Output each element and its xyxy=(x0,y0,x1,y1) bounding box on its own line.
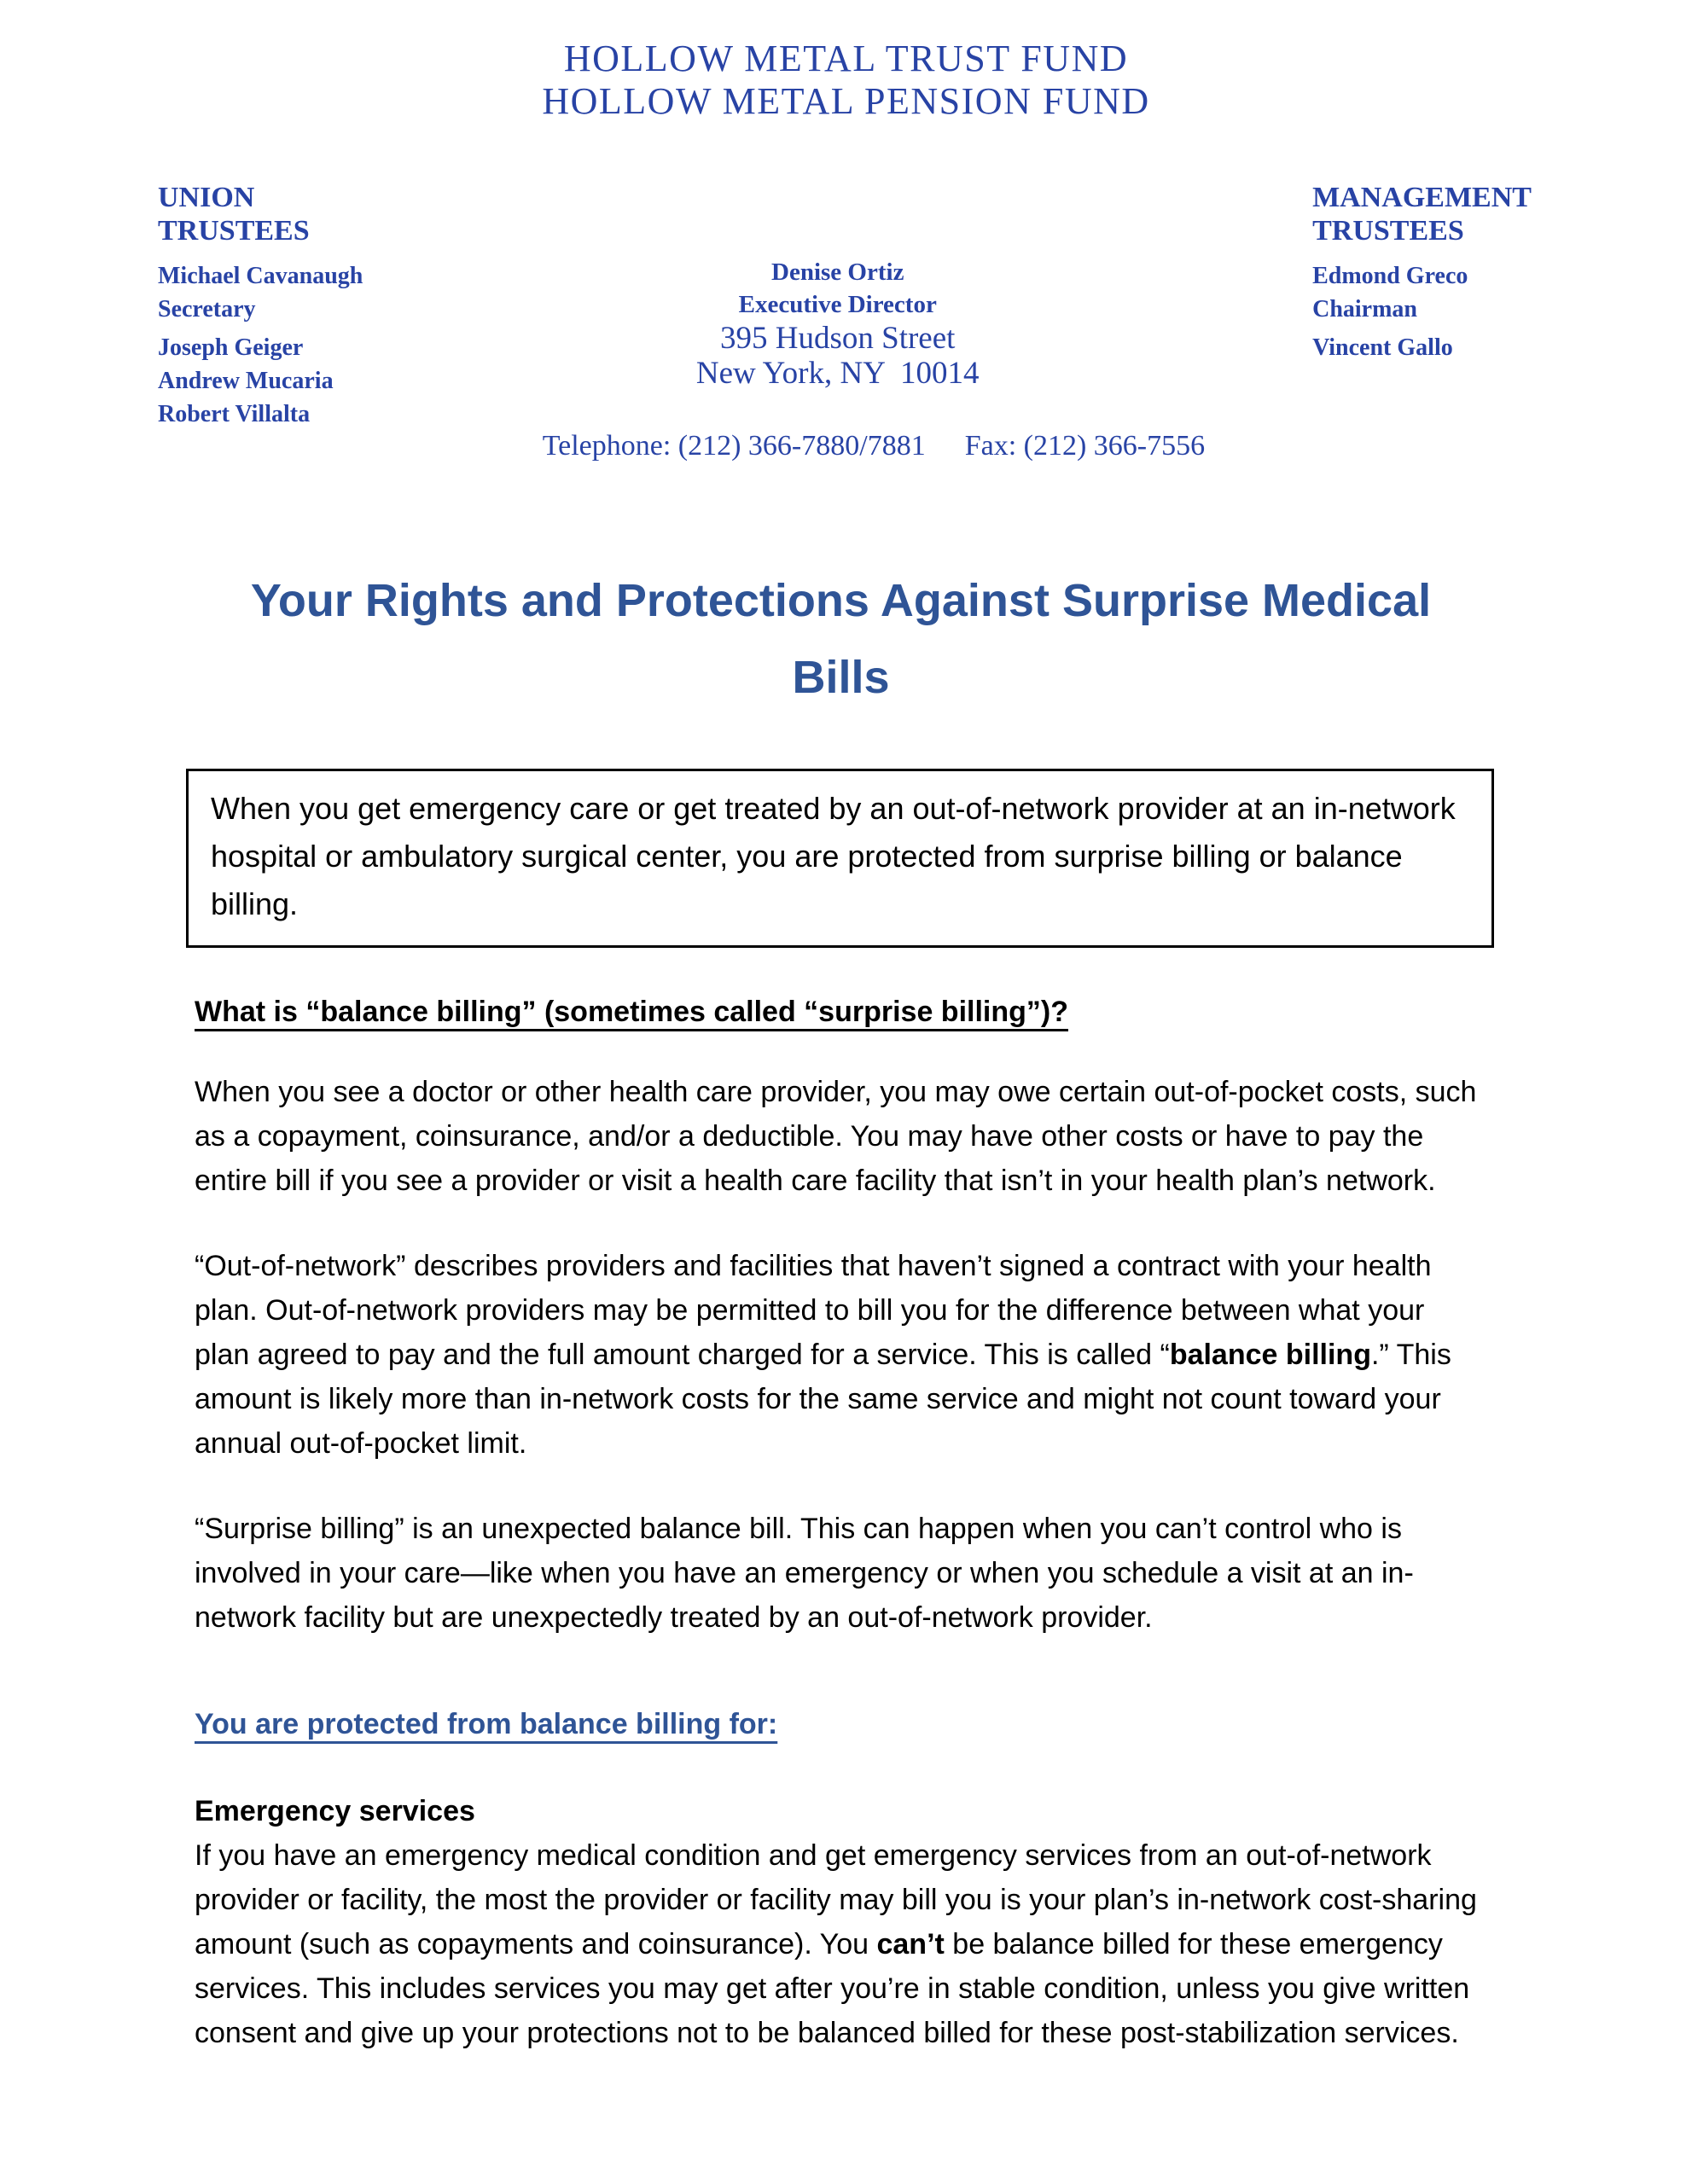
letterhead xyxy=(0,0,1692,497)
union-heading-line2: TRUSTEES xyxy=(158,215,310,247)
management-heading-line1: MANAGEMENT xyxy=(1312,182,1532,213)
letterhead-columns xyxy=(0,123,1692,497)
trustee-name: Robert Villalta xyxy=(158,401,311,427)
document-body xyxy=(0,562,1692,2055)
trustee-name: Edmond Greco xyxy=(1312,263,1468,289)
section-heading-balance-billing: What is “balance billing” (sometimes called “surprise billing”)? xyxy=(195,996,1068,1028)
fax-number: Fax: (212) 366-7556 xyxy=(964,430,1206,462)
fund-name-line1: HOLLOW METAL TRUST FUND xyxy=(563,38,1129,79)
fund-name-line2: HOLLOW METAL PENSION FUND xyxy=(542,80,1150,122)
executive-director-title: Executive Director xyxy=(738,291,937,318)
paragraph-out-of-pocket: When you see a doctor or other health care provider, you may owe certain out-of-pocket costs, such as a copayment, coinsurance, and/or a deductible. You may have other costs or have to pay the entire bill if you see a provider or visit a health care facility that isn’t in your health plan’s network. xyxy=(195,1076,1477,1197)
union-trustees-column xyxy=(158,181,363,431)
paragraph-surprise-billing: “Surprise billing” is an unexpected balance bill. This can happen when you can’t control who is involved in your care—like when you have an emergency or when you schedule a visit at an in-network facility but are unexpectedly treated by an out-of-network provider. xyxy=(195,1513,1414,1634)
trustee-title: Chairman xyxy=(1312,296,1417,322)
management-trustees-column xyxy=(1312,181,1532,364)
union-trustees-heading xyxy=(158,181,363,247)
paragraph-out-of-network-text-end: .” This amount is likely more than in-network costs for the same service and might not count toward your annual out-of-pocket limit. xyxy=(195,1339,1451,1460)
trustee-name: Joseph Geiger xyxy=(158,334,304,361)
paragraph-emergency-services xyxy=(195,1833,1487,2055)
trustee-name: Andrew Mucaria xyxy=(158,368,334,394)
letterhead-center-block xyxy=(470,181,1205,497)
trustee-name: Vincent Gallo xyxy=(1312,334,1453,361)
intro-notice-text: When you get emergency care or get treated by an out-of-network provider at an in-network hospital or ambulatory surgical center, you are protected from surprise billing or balance billing. xyxy=(211,791,1456,921)
page-title-line1: Your Rights and Protections Against Surprise Medical xyxy=(250,575,1432,626)
trustee-name: Michael Cavanaugh xyxy=(158,263,363,289)
intro-notice-box xyxy=(186,769,1494,948)
fund-names xyxy=(0,0,1692,123)
management-trustees-heading xyxy=(1312,181,1532,247)
paragraph-out-of-network xyxy=(195,1244,1487,1466)
paragraph-emergency-text-end: be balance billed for these emergency services. This includes services you may get after you’re in stable condition, unless you give written consent and give up your protections not to be balanced billed for these post-stabilization services. xyxy=(195,1928,1470,2049)
paragraph-emergency-text: If you have an emergency medical condition and get emergency services from an out-of-network provider or facility, the most the provider or facility may bill you is your plan’s in-network cost-sharing amount (such as copayments and coinsurance). You xyxy=(195,1839,1477,1960)
telephone-number: Telephone: (212) 366-7880/7881 xyxy=(542,430,926,462)
paragraph-out-of-network-text: “Out-of-network” describes providers and facilities that haven’t signed a contract with your health plan. Out-of-network providers may be permitted to bill you for the difference between what your plan agreed to pay and the full amount charged for a service. This is called “ xyxy=(195,1250,1432,1371)
section-heading-protections: You are protected from balance billing for: xyxy=(195,1708,778,1740)
executive-director-name: Denise Ortiz xyxy=(771,258,904,286)
union-heading-line1: UNION xyxy=(158,182,255,213)
page-title xyxy=(195,562,1487,716)
sub-heading-emergency-services: Emergency services xyxy=(195,1795,475,1827)
trustee-title: Secretary xyxy=(158,296,256,322)
balance-billing-bold-term: balance billing xyxy=(1169,1339,1371,1371)
phone-fax-line xyxy=(470,395,1205,497)
address-street: 395 Hudson Street xyxy=(720,321,956,356)
address-city: New York, NY 10014 xyxy=(695,356,980,391)
management-heading-line2: TRUSTEES xyxy=(1312,215,1464,247)
cant-bold-term: can’t xyxy=(876,1928,945,1960)
page-title-line2: Bills xyxy=(792,652,890,703)
